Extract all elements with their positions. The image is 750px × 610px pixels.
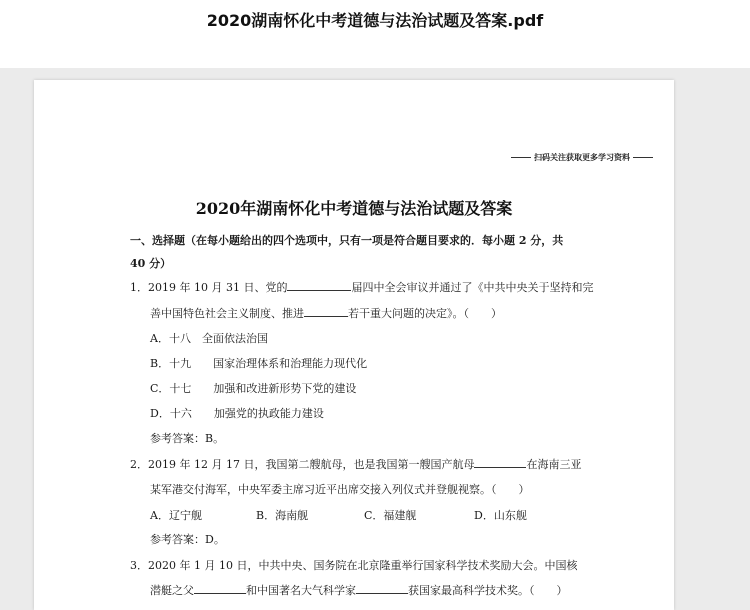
exam-heading: 2020年湖南怀化中考道德与法治试题及答案: [195, 199, 513, 218]
section-instructions: [130, 229, 590, 275]
q3-text-line2c: 获国家最高科学技术奖。（ ）: [408, 584, 568, 597]
q3-line-1: 3．2020 年 1 月 10 日，中共中央、国务院在北京隆重举行国家科学技术奖励大会。中国核: [130, 559, 578, 572]
pdf-page: [34, 80, 674, 610]
q2-line-2: 某军港交付海军，中央军委主席习近平出席交接入列仪式并登舰视察。（ ）: [150, 483, 530, 496]
q1-text-part1: 1．2019 年 10 月 31 日、党的: [130, 281, 288, 294]
q1-text-line2a: 善中国特色社会主义制度、推进: [150, 307, 304, 320]
promo-left-dash: [511, 157, 531, 158]
section-line-2: 40 分）: [130, 257, 172, 270]
q1-blank-1: [287, 279, 351, 291]
promo-line: [508, 152, 656, 163]
document-title: 2020湖南怀化中考道德与法治试题及答案.pdf: [206, 11, 544, 30]
q2-option-c: C．福建舰: [364, 509, 417, 522]
q2-option-d: D．山东舰: [474, 509, 527, 522]
q2-answer: 参考答案：D。: [150, 533, 225, 546]
promo-right-dash: [633, 157, 653, 158]
q1-line-1: [130, 279, 593, 295]
q2-option-a: A．辽宁舰: [150, 509, 202, 522]
q2-blank: [474, 456, 526, 468]
q1-line-2: [150, 305, 502, 321]
q1-blank-2: [304, 305, 348, 317]
q1-option-c: C．十七 加强和改进新形势下党的建设: [150, 382, 357, 395]
q3-text-line2b: 和中国著名大气科学家: [246, 584, 356, 597]
q2-option-b: B．海南舰: [256, 509, 309, 522]
q2-line-1: [130, 456, 581, 472]
q1-option-a: A．十八 全面依法治国: [150, 332, 268, 345]
section-line-1: 一、选择题（在每小题给出的四个选项中，只有一项是符合题目要求的．每小题 2 分，共: [130, 234, 564, 247]
q1-text-part2: 届四中全会审议并通过了《中共中央关于坚持和完: [351, 281, 594, 294]
q3-blank-2: [356, 582, 408, 594]
title-bar: [0, 0, 750, 68]
q1-option-b: B．十九 国家治理体系和治理能力现代化: [150, 357, 368, 370]
q3-text-line2a: 潜艇之父: [150, 584, 194, 597]
q2-text-part1: 2．2019 年 12 月 17 日，我国第二艘航母，也是我国第一艘国产航母: [130, 458, 475, 471]
q2-text-part2: 在海南三亚: [526, 458, 582, 471]
q3-blank-1: [194, 582, 246, 594]
q1-text-line2b: 若干重大问题的决定》。（ ）: [348, 307, 502, 320]
q1-answer: 参考答案：B。: [150, 432, 225, 445]
promo-text: 扫码关注获取更多学习资料: [534, 153, 630, 162]
q3-line-2: [150, 582, 568, 598]
q1-option-d: D．十六 加强党的执政能力建设: [150, 407, 324, 420]
